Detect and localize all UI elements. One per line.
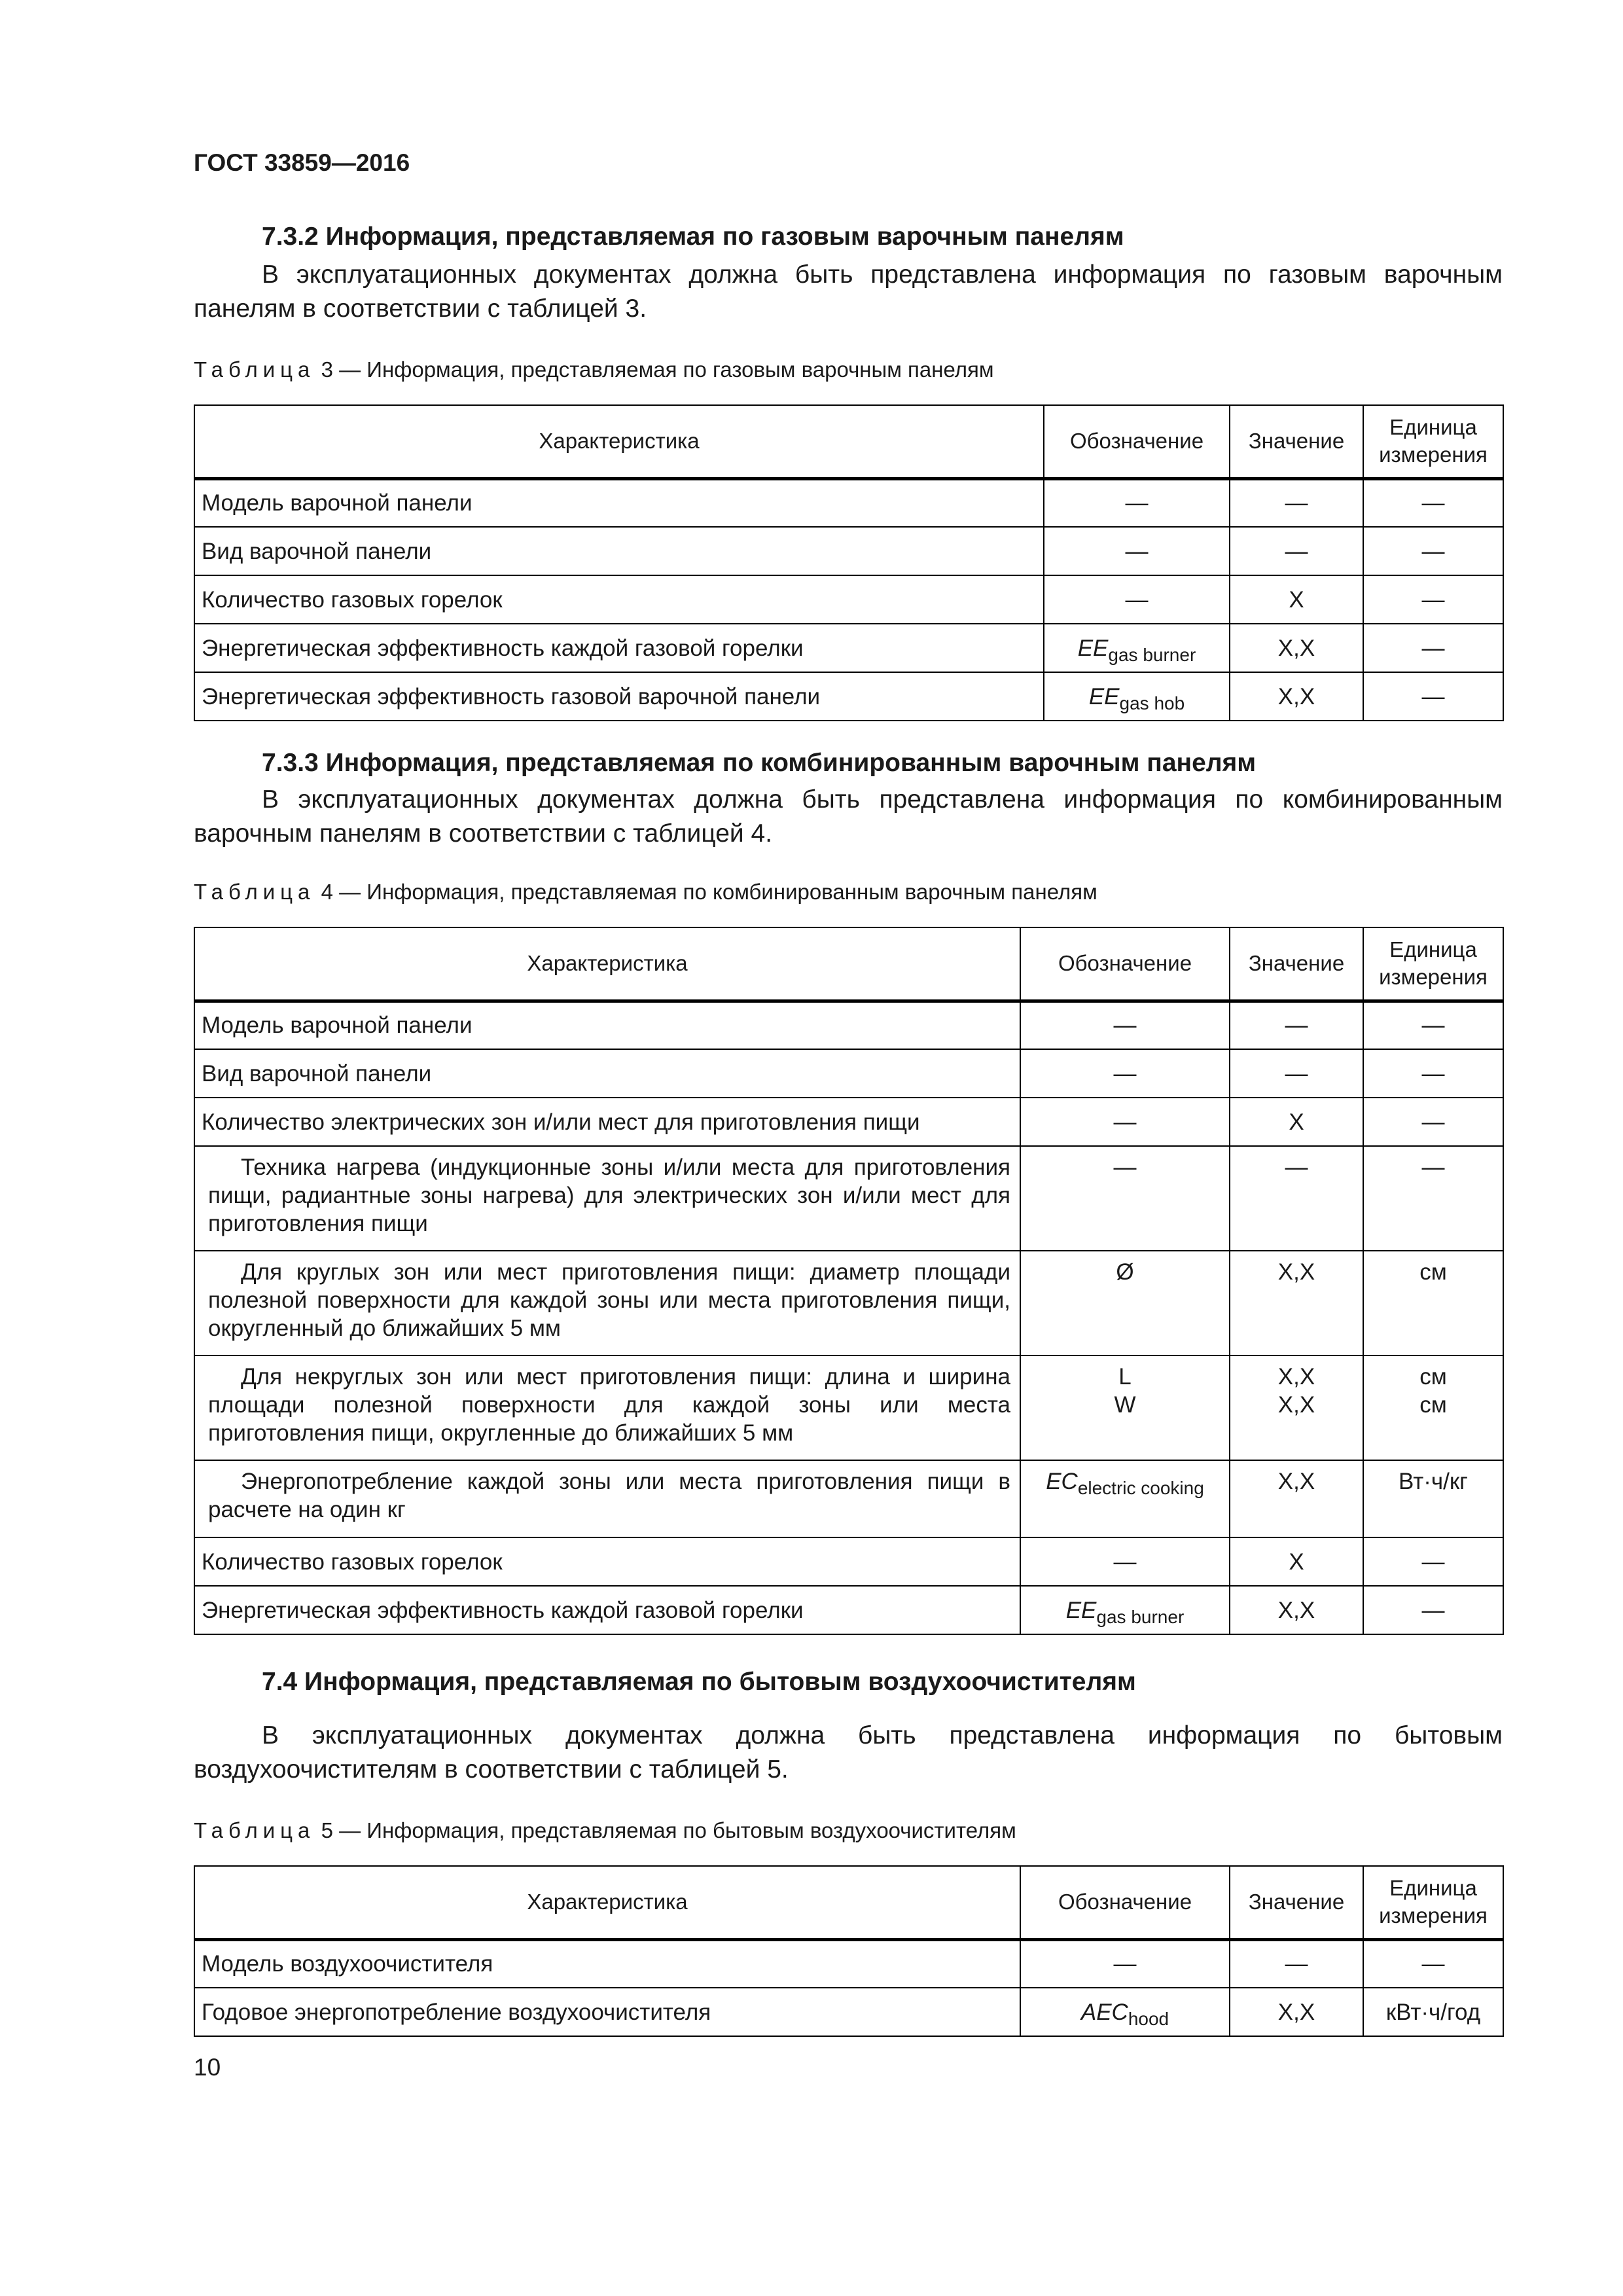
designation-cell	[1020, 1586, 1230, 1634]
unit-cell: см	[1363, 1251, 1503, 1355]
table-3	[194, 404, 1504, 721]
designation-cell: —	[1020, 1537, 1230, 1586]
table-row	[194, 1049, 1503, 1098]
table-header-row	[194, 1866, 1503, 1939]
characteristic-cell: Количество газовых горелок	[194, 575, 1044, 624]
value-cell: X,X X,X	[1230, 1355, 1363, 1460]
symbol-main: EE	[1065, 1597, 1097, 1623]
value-cell: —	[1230, 478, 1363, 527]
unit-cell: Вт·ч/кг	[1363, 1460, 1503, 1537]
characteristic-cell: Количество электрических зон и/или мест для приготовления пищи	[194, 1098, 1020, 1146]
characteristic-cell: Модель варочной панели	[194, 478, 1044, 527]
table-row	[194, 527, 1503, 575]
value-cell: —	[1230, 527, 1363, 575]
table-row	[194, 1001, 1503, 1049]
table-row	[194, 1586, 1503, 1634]
document-header: ГОСТ 33859—2016	[194, 149, 410, 176]
section-paragraph-7-3-2: В эксплуатационных документах должна быть представлена информация по газовым варочным панелям в соответствии с таблицей 3.	[194, 260, 1503, 323]
section-heading-7-4: 7.4 Информация, представляемая по бытовым воздухоочистителям	[262, 1668, 1136, 1696]
value-cell: X,X	[1230, 1586, 1363, 1634]
table-3-caption: Таблица 3 — Информация, представляемая по газовым варочным панелям	[194, 357, 994, 382]
characteristic-cell: Для круглых зон или мест приготовления пищи: диаметр площади полезной поверхности для каждой зоны или места приготовления пищи, округленный до ближайших 5 мм	[194, 1251, 1020, 1355]
designation-cell: —	[1020, 1146, 1230, 1251]
unit-cell: —	[1363, 1537, 1503, 1586]
designation-cell	[1044, 672, 1230, 721]
column-header-designation: Обозначение	[1020, 927, 1230, 1001]
section-paragraph-7-4: В эксплуатационных документах должна быть представлена информация по бытовым воздухоочистителям в соответствии с таблицей 5.	[194, 1721, 1503, 1784]
table-row	[194, 1988, 1503, 2036]
characteristic-cell: Вид варочной панели	[194, 1049, 1020, 1098]
table-header-row	[194, 927, 1503, 1001]
column-header-value: Значение	[1230, 405, 1363, 478]
characteristic-cell: Годовое энергопотребление воздухоочистителя	[194, 1988, 1020, 2036]
column-header-designation: Обозначение	[1020, 1866, 1230, 1939]
column-header-designation: Обозначение	[1044, 405, 1230, 478]
column-header-characteristic: Характеристика	[194, 927, 1020, 1001]
table-row	[194, 1098, 1503, 1146]
characteristic-cell: Энергопотребление каждой зоны или места приготовления пищи в расчете на один кг	[194, 1460, 1020, 1537]
designation-cell	[1020, 1460, 1230, 1537]
unit-cell: —	[1363, 527, 1503, 575]
unit-cell: —	[1363, 575, 1503, 624]
value-cell: X,X	[1230, 672, 1363, 721]
designation-cell	[1044, 624, 1230, 672]
symbol-subscript: gas burner	[1108, 644, 1196, 665]
unit-cell: кВт·ч/год	[1363, 1988, 1503, 2036]
symbol-main: EC	[1046, 1469, 1078, 1494]
table-row	[194, 575, 1503, 624]
table-row	[194, 1460, 1503, 1537]
unit-cell: —	[1363, 624, 1503, 672]
characteristic-cell: Энергетическая эффективность газовой варочной панели	[194, 672, 1044, 721]
characteristic-cell: Модель варочной панели	[194, 1001, 1020, 1049]
symbol-main: AEC	[1080, 1999, 1128, 2025]
characteristic-cell: Модель воздухоочистителя	[194, 1939, 1020, 1988]
value-cell: X	[1230, 1537, 1363, 1586]
symbol-subscript: gas hob	[1119, 692, 1185, 713]
unit-cell: см см	[1363, 1355, 1503, 1460]
column-header-unit: Единица измерения	[1363, 1866, 1503, 1939]
symbol-subscript: hood	[1128, 2008, 1169, 2029]
value-cell: X,X	[1230, 1988, 1363, 2036]
unit-cell: —	[1363, 1049, 1503, 1098]
unit-cell: —	[1363, 1939, 1503, 1988]
column-header-characteristic: Характеристика	[194, 1866, 1020, 1939]
table-header-row	[194, 405, 1503, 478]
value-cell: X	[1230, 575, 1363, 624]
value-cell: —	[1230, 1049, 1363, 1098]
section-paragraph-7-3-3: В эксплуатационных документах должна быть представлена информация по комбинированным варочным панелям в соответствии с таблицей 4.	[194, 785, 1503, 848]
value-cell: —	[1230, 1146, 1363, 1251]
table-row	[194, 1939, 1503, 1988]
characteristic-cell: Для некруглых зон или мест приготовления пищи: длина и ширина площади полезной поверхности для каждой зоны или места приготовления пищи, округленные до ближайших 5 мм	[194, 1355, 1020, 1460]
page-number: 10	[194, 2054, 221, 2081]
characteristic-cell: Энергетическая эффективность каждой газовой горелки	[194, 624, 1044, 672]
table-row	[194, 1355, 1503, 1460]
table-row	[194, 672, 1503, 721]
unit-cell: —	[1363, 1001, 1503, 1049]
table-row	[194, 1146, 1503, 1251]
value-cell: —	[1230, 1939, 1363, 1988]
table-5-caption: Таблица 5 — Информация, представляемая по бытовым воздухоочистителям	[194, 1818, 1016, 1842]
designation-cell: —	[1044, 527, 1230, 575]
section-heading-7-3-2: 7.3.2 Информация, представляемая по газовым варочным панелям	[262, 223, 1124, 251]
designation-cell: —	[1020, 1939, 1230, 1988]
designation-cell: Ø	[1020, 1251, 1230, 1355]
table-row	[194, 1537, 1503, 1586]
characteristic-cell: Техника нагрева (индукционные зоны и/или места для приготовления пищи, радиантные зоны нагрева) для электрических зон и/или мест для приготовления пищи	[194, 1146, 1020, 1251]
characteristic-cell: Количество газовых горелок	[194, 1537, 1020, 1586]
column-header-value: Значение	[1230, 927, 1363, 1001]
table-row	[194, 478, 1503, 527]
symbol-subscript: electric cooking	[1077, 1478, 1204, 1498]
value-cell: X	[1230, 1098, 1363, 1146]
section-heading-7-3-3: 7.3.3 Информация, представляемая по комбинированным варочным панелям	[262, 749, 1257, 777]
unit-cell: —	[1363, 1098, 1503, 1146]
table-row	[194, 624, 1503, 672]
designation-cell: —	[1044, 478, 1230, 527]
column-header-unit: Единица измерения	[1363, 405, 1503, 478]
table-4-caption: Таблица 4 — Информация, представляемая по комбинированным варочным панелям	[194, 880, 1097, 904]
symbol-main: EE	[1077, 635, 1109, 661]
symbol-main: EE	[1088, 683, 1120, 709]
unit-cell: —	[1363, 1586, 1503, 1634]
column-header-unit: Единица измерения	[1363, 927, 1503, 1001]
designation-cell: —	[1020, 1049, 1230, 1098]
value-cell: X,X	[1230, 1251, 1363, 1355]
designation-cell: —	[1044, 575, 1230, 624]
value-cell: —	[1230, 1001, 1363, 1049]
value-cell: X,X	[1230, 624, 1363, 672]
column-header-value: Значение	[1230, 1866, 1363, 1939]
symbol-subscript: gas burner	[1096, 1606, 1185, 1627]
designation-cell: —	[1020, 1001, 1230, 1049]
table-row	[194, 1251, 1503, 1355]
unit-cell: —	[1363, 478, 1503, 527]
characteristic-cell: Энергетическая эффективность каждой газовой горелки	[194, 1586, 1020, 1634]
designation-cell	[1020, 1988, 1230, 2036]
table-4	[194, 927, 1504, 1635]
designation-cell: —	[1020, 1098, 1230, 1146]
table-5	[194, 1865, 1504, 2037]
designation-cell: L W	[1020, 1355, 1230, 1460]
unit-cell: —	[1363, 1146, 1503, 1251]
characteristic-cell: Вид варочной панели	[194, 527, 1044, 575]
value-cell: X,X	[1230, 1460, 1363, 1537]
unit-cell: —	[1363, 672, 1503, 721]
column-header-characteristic: Характеристика	[194, 405, 1044, 478]
